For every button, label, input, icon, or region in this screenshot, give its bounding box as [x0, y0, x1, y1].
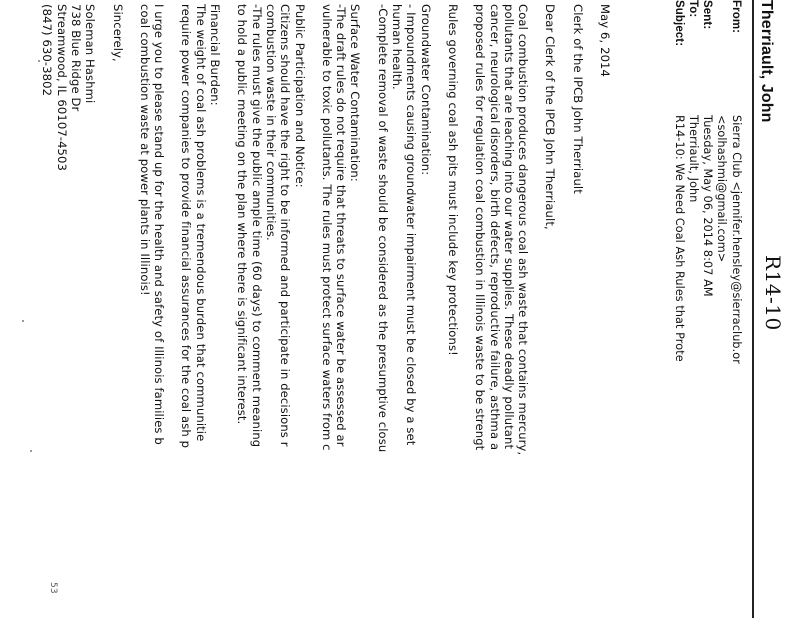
body-paragraph — [320, 4, 363, 618]
heading-rule — [752, 0, 754, 618]
body-line: -The rules must give the public ample time (60 days) to comment meaning — [249, 4, 264, 448]
header-value-subject: R14-10: We Need Coal Ash Rules that Prote — [673, 115, 686, 362]
body-paragraph — [235, 4, 306, 618]
header-label-sent: Sent: — [701, 0, 713, 30]
body-paragraph — [138, 4, 167, 618]
body-line: Financial Burden: — [208, 4, 223, 106]
body-line: Coal combustion produces dangerous coal ash waste that contains mercury, — [516, 4, 531, 456]
body-line: I urge you to please stand up for the health and safety of Illinois families b — [152, 4, 167, 445]
page-number: 53 — [48, 582, 58, 594]
body-line: Clerk of the IPCB John Therriault — [570, 4, 585, 194]
body-paragraph — [179, 4, 222, 618]
body-line: Soleman Hashmi — [83, 4, 98, 104]
body-line: combustion waste in their communities. — [263, 4, 278, 241]
scan-speck — [22, 320, 24, 322]
body-line: Dear Clerk of the IPCB John Therriault, — [543, 4, 558, 230]
body-line: Surface Water Contamination: — [348, 4, 363, 182]
body-paragraph — [110, 4, 124, 618]
body-line: Citizens should have the right to be informed and participate in decisions r — [278, 4, 293, 447]
body-line: -Complete removal of waste should be considered as the presumptive closu — [375, 4, 390, 453]
body-line: -The draft rules do not require that threats to surface water be assessed ar — [334, 4, 349, 447]
header-value-from-email: <solhashmi@gmail.com> — [715, 115, 728, 263]
body-line: Groundwater Contamination: — [418, 4, 433, 176]
body-paragraph — [570, 4, 584, 618]
scan-speck — [38, 60, 40, 62]
body-paragraph — [598, 4, 612, 618]
header-value-sent: Tuesday, May 06, 2014 8:07 AM — [701, 115, 714, 297]
body-paragraph — [375, 4, 432, 618]
body-line: proposed rules for regulation coal combustion in Illinois waste to be strengt — [473, 4, 488, 451]
body-paragraph — [40, 4, 97, 618]
body-line: pollutants that are leaching into our water supplies. These deadly pollutant — [501, 4, 516, 450]
body-paragraph — [446, 4, 460, 618]
sender-heading: Therriault, John — [758, 0, 775, 123]
body-paragraph — [543, 4, 557, 618]
header-label-to: To: — [687, 0, 699, 18]
header-label-subject: Subject: — [673, 0, 685, 47]
body-line: - Impoundments causing groundwater impairment must be closed by a set — [404, 4, 419, 446]
scan-speck — [30, 450, 32, 452]
header-label-from: From: — [730, 0, 742, 34]
body-line: to hold a public meeting on the plan where there is significant interest. — [235, 4, 250, 425]
letter-body — [27, 4, 612, 618]
body-line: coal combustion waste at power plants in Illinois! — [137, 4, 152, 296]
body-line: Sincerely, — [110, 4, 125, 62]
body-line: vulnerable to toxic pollutants. The rules must protect surface waters from c — [319, 4, 334, 451]
body-line: human health. — [390, 4, 405, 90]
header-value-to: Therriault, John — [687, 115, 700, 203]
body-line: Streamwood, IL 60107-4503 — [54, 4, 69, 171]
body-line: May 6, 2014 — [598, 4, 612, 78]
header-value-from: Sierra Club <jennifer.hensley@sierraclub.or — [730, 115, 743, 364]
docket-code-label: R14-10 — [761, 255, 785, 331]
body-line: Rules governing coal ash pits must include key protections! — [445, 4, 460, 356]
body-line: The weight of coal ash problems is a tremendous burden that communitie — [193, 4, 208, 442]
body-line: require power companies to provide financial assurances for the coal ash p — [179, 4, 194, 449]
body-line: 738 Blue Ridge Dr — [68, 4, 83, 112]
body-line: Public Participation and Notice: — [292, 4, 307, 188]
body-line: cancer, neurological disorders, birth defects, reproductive failure, asthma a — [487, 4, 502, 451]
body-line: (847) 630-3802 — [40, 4, 55, 97]
body-paragraph — [473, 4, 530, 618]
